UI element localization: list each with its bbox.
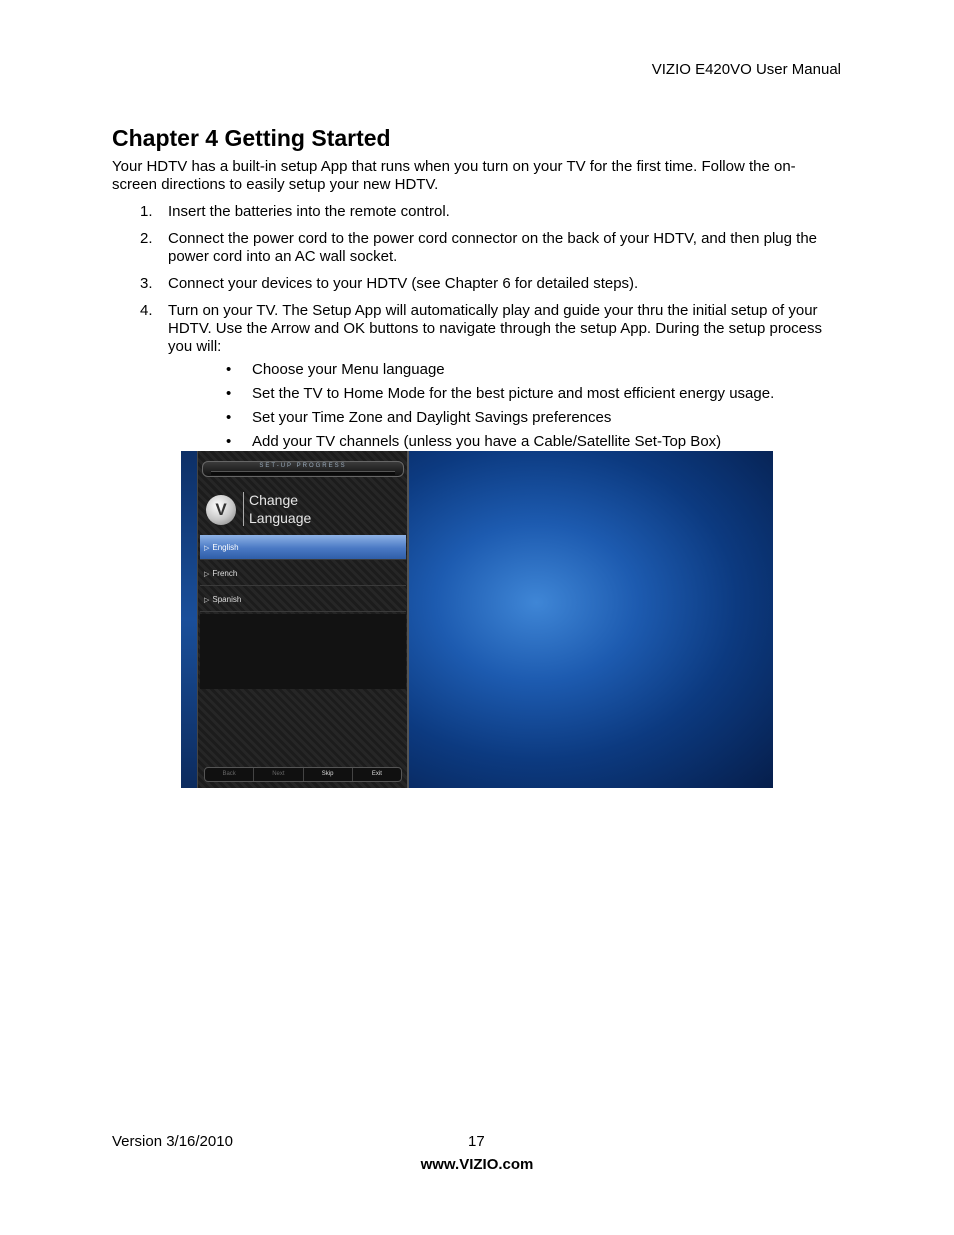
step-item — [112, 275, 842, 293]
language-option-label: French — [212, 569, 238, 578]
footer-page-number: 17 — [468, 1133, 485, 1150]
back-button[interactable]: Back — [205, 768, 254, 781]
step-text: Insert the batteries into the remote control. — [168, 203, 450, 220]
menu-title-line2: Language — [249, 510, 312, 526]
arrow-right-icon: ▷ — [204, 571, 210, 578]
chapter-intro: Your HDTV has a built-in setup App that runs when you turn on your TV for the first time. Follow the on-screen directions to easily setup your new HDTV. — [112, 158, 796, 193]
bullet-dot: • — [226, 361, 232, 378]
bullet-dot: • — [226, 409, 232, 426]
setup-progress-label: SET-UP PROGRESS — [259, 463, 347, 469]
language-option-french[interactable] — [200, 561, 406, 586]
language-option-label: English — [212, 543, 239, 552]
footer-version: Version 3/16/2010 — [112, 1133, 233, 1150]
bullet-text: Set your Time Zone and Daylight Savings preferences — [252, 409, 612, 426]
tv-left-strip — [181, 451, 197, 788]
step-item — [112, 302, 842, 451]
bullet-item — [168, 433, 842, 451]
step-number: 4. — [140, 302, 153, 319]
bullet-text: Set the TV to Home Mode for the best picture and most efficient energy usage. — [252, 385, 775, 402]
bullet-item — [168, 361, 842, 379]
step-number: 3. — [140, 275, 153, 292]
setup-bullet-list — [168, 361, 842, 451]
step-text: Connect your devices to your HDTV (see Chapter 6 for detailed steps). — [168, 275, 639, 292]
menu-empty-area — [200, 614, 406, 689]
setup-progress-track — [211, 471, 395, 475]
menu-title — [249, 491, 399, 527]
bullet-item — [168, 409, 842, 427]
tv-wallpaper — [409, 451, 773, 788]
setup-progress-bar — [202, 461, 404, 477]
setup-menu-panel — [197, 451, 409, 788]
page-header: VIZIO E420VO User Manual — [651, 61, 841, 78]
title-separator — [243, 492, 244, 526]
bullet-item — [168, 385, 842, 403]
language-option-spanish[interactable] — [200, 587, 406, 612]
vizio-logo-icon: V — [206, 495, 236, 525]
setup-steps-list — [112, 203, 842, 460]
tv-setup-screenshot — [181, 451, 773, 788]
arrow-right-icon: ▷ — [204, 545, 210, 552]
exit-button[interactable]: Exit — [371, 771, 382, 777]
bullet-dot: • — [226, 385, 232, 402]
language-option-english[interactable] — [200, 535, 406, 560]
step-item — [112, 203, 842, 221]
bullet-dot: • — [226, 433, 232, 450]
step-item — [112, 230, 842, 266]
step-number: 1. — [140, 203, 153, 220]
bullet-text: Add your TV channels (unless you have a Cable/Satellite Set-Top Box) — [252, 433, 722, 450]
setup-button-bar — [204, 767, 402, 782]
chapter-title: Chapter 4 Getting Started — [112, 125, 391, 151]
next-button[interactable]: Next — [254, 768, 303, 781]
language-option-label: Spanish — [212, 595, 242, 604]
arrow-right-icon: ▷ — [204, 597, 210, 604]
step-text: Connect the power cord to the power cord connector on the back of your HDTV, and then plug the power cord into an AC wall socket. — [168, 230, 818, 265]
footer-url: www.VIZIO.com — [420, 1156, 534, 1173]
skip-button[interactable]: Skip — [304, 768, 353, 781]
bullet-text: Choose your Menu language — [252, 361, 445, 378]
step-number: 2. — [140, 230, 153, 247]
step-text: Turn on your TV. The Setup App will automatically play and guide your thru the initial setup of your HDTV. Use the Arrow and OK buttons to navigate through the setup App. During the setup process you will: — [168, 302, 823, 355]
menu-title-line1: Change — [249, 492, 299, 508]
